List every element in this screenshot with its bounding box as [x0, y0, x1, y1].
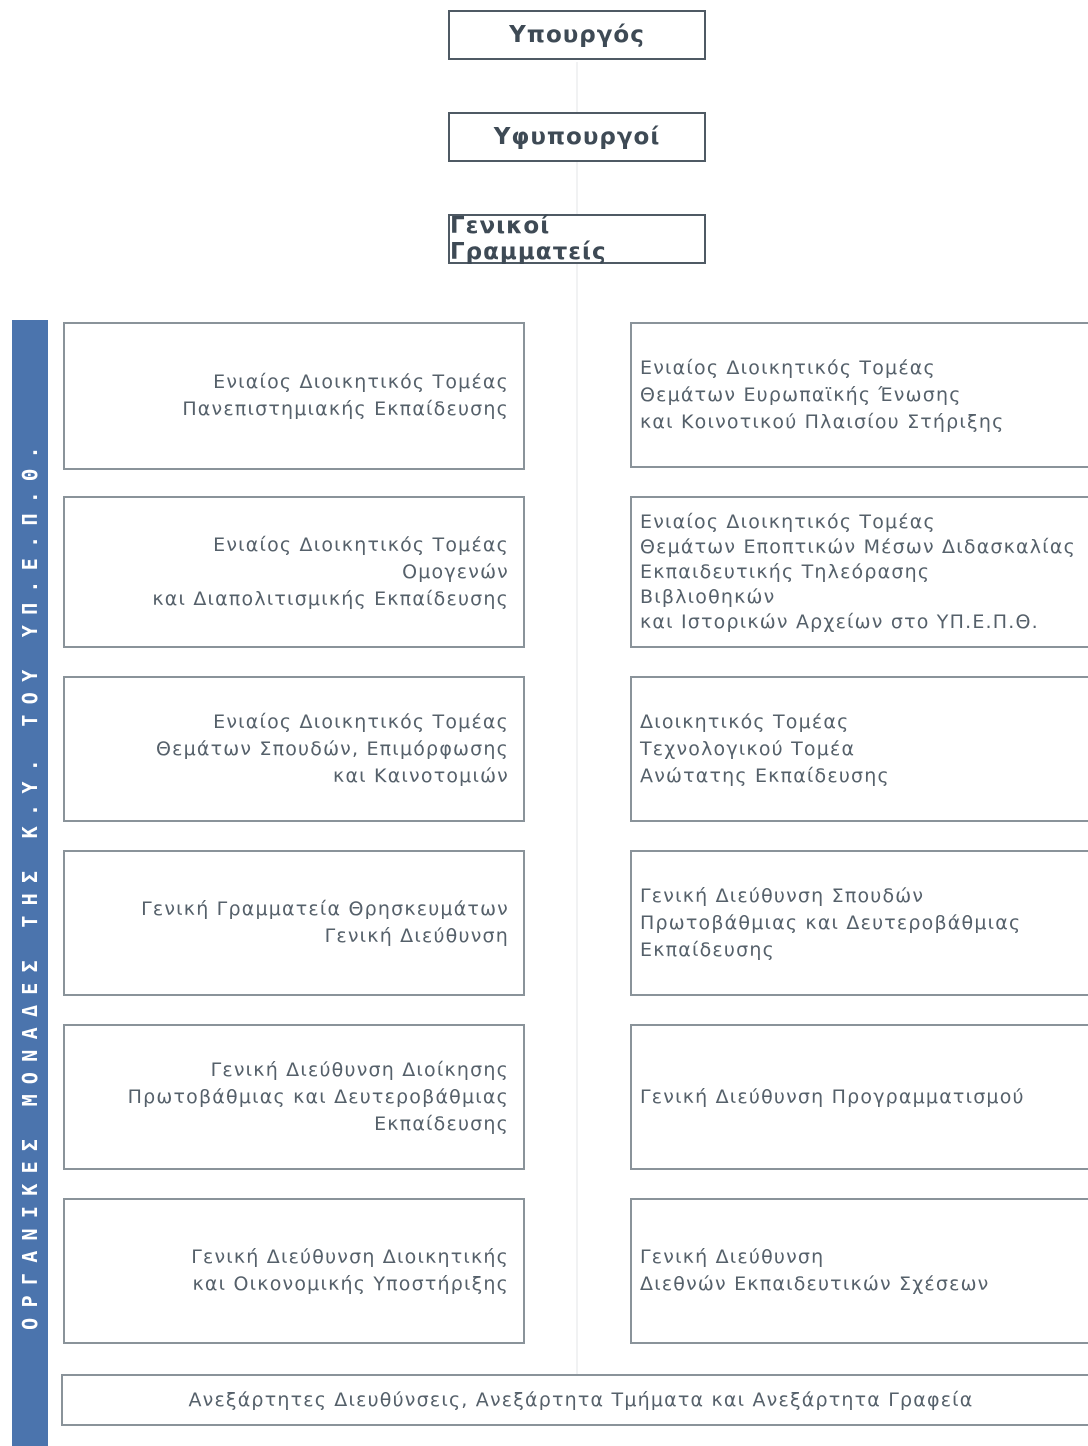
unit-line: Ενιαίος Διοικητικός Τομέας: [213, 371, 509, 393]
independent-units-label: Ανεξάρτητες Διευθύνσεις, Ανεξάρτητα Τμήματα και Ανεξάρτητα Γραφεία: [188, 1389, 974, 1411]
unit-line: Βιβλιοθηκών: [640, 585, 776, 608]
unit-box-right: [630, 1024, 1088, 1170]
secretaries-general-label: Γενικοί Γραμματείς: [450, 213, 607, 265]
unit-line: Γενική Διεύθυνση: [324, 925, 509, 947]
unit-line: Θεμάτων Σπουδών, Επιμόρφωσης: [155, 737, 509, 760]
unit-line: Ανώτατης Εκπαίδευσης: [640, 764, 890, 787]
independent-units-box: [61, 1374, 1088, 1426]
unit-line: Εκπαιδευτικής Τηλεόρασης: [640, 560, 931, 583]
unit-line: Διεθνών Εκπαιδευτικών Σχέσεων: [640, 1273, 990, 1295]
unit-line: Θεμάτων Εποπτικών Μέσων Διδασκαλίας: [640, 535, 1076, 558]
unit-line: Εκπαίδευσης: [640, 938, 775, 961]
unit-line: και Κοινοτικού Πλαισίου Στήριξης: [640, 410, 1005, 433]
sidebar-banner: [12, 320, 48, 1446]
unit-line: Πρωτοβάθμιας και Δευτεροβάθμιας: [127, 1085, 509, 1108]
minister-label: Υπουργός: [509, 22, 645, 48]
secretaries-general-box: [448, 214, 706, 264]
unit-line: Γενική Γραμματεία Θρησκευμάτων: [141, 898, 509, 920]
unit-box-right: [630, 1198, 1088, 1344]
unit-line: Γενική Διεύθυνση Διοικητικής: [191, 1246, 509, 1268]
unit-box-right: [630, 496, 1088, 648]
unit-line: Εκπαίδευσης: [374, 1112, 509, 1135]
minister-box: [448, 10, 706, 60]
unit-box-left: [63, 322, 525, 470]
unit-line: Πανεπιστημιακής Εκπαίδευσης: [182, 398, 509, 420]
unit-line: και Ιστορικών Αρχείων στο ΥΠ.Ε.Π.Θ.: [640, 610, 1039, 633]
unit-box-left: [63, 676, 525, 822]
unit-box-left: [63, 1024, 525, 1170]
unit-line: Γενική Διεύθυνση: [640, 1246, 825, 1268]
unit-line: και Διαπολιτισμικής Εκπαίδευσης: [152, 587, 509, 610]
unit-box-right: [630, 850, 1088, 996]
unit-line: και Καινοτομιών: [333, 764, 509, 787]
deputy-ministers-label: Υφυπουργοί: [493, 124, 661, 150]
unit-line: Ενιαίος Διοικητικός Τομέας: [640, 510, 936, 533]
deputy-ministers-box: [448, 112, 706, 162]
unit-line: Ενιαίος Διοικητικός Τομέας: [213, 710, 509, 733]
unit-line: Γενική Διεύθυνση Διοίκησης: [210, 1058, 509, 1081]
unit-line: Τεχνολογικού Τομέα: [640, 737, 856, 760]
unit-line: Θεμάτων Ευρωπαϊκής Ένωσης: [640, 383, 962, 406]
unit-box-left: [63, 496, 525, 648]
unit-box-left: [63, 1198, 525, 1344]
unit-line: Πρωτοβάθμιας και Δευτεροβάθμιας: [640, 911, 1022, 934]
unit-line: και Οικονομικής Υποστήριξης: [192, 1273, 509, 1295]
unit-line: Διοικητικός Τομέας: [640, 710, 850, 733]
unit-line: Γενική Διεύθυνση Σπουδών: [640, 884, 925, 907]
unit-line: Ενιαίος Διοικητικός Τομέας: [640, 356, 936, 379]
unit-line: Γενική Διεύθυνση Προγραμματισμού: [640, 1085, 1025, 1108]
unit-box-right: [630, 676, 1088, 822]
unit-line: Ενιαίος Διοικητικός Τομέας: [213, 533, 509, 556]
unit-box-left: [63, 850, 525, 996]
unit-box-right: [630, 322, 1088, 468]
unit-line: Ομογενών: [402, 560, 509, 583]
sidebar-label: ΟΡΓΑΝΙΚΕΣ ΜΟΝΑΔΕΣ ΤΗΣ Κ.Υ. ΤΟΥ ΥΠ.Ε.Π.Θ.: [18, 436, 43, 1330]
